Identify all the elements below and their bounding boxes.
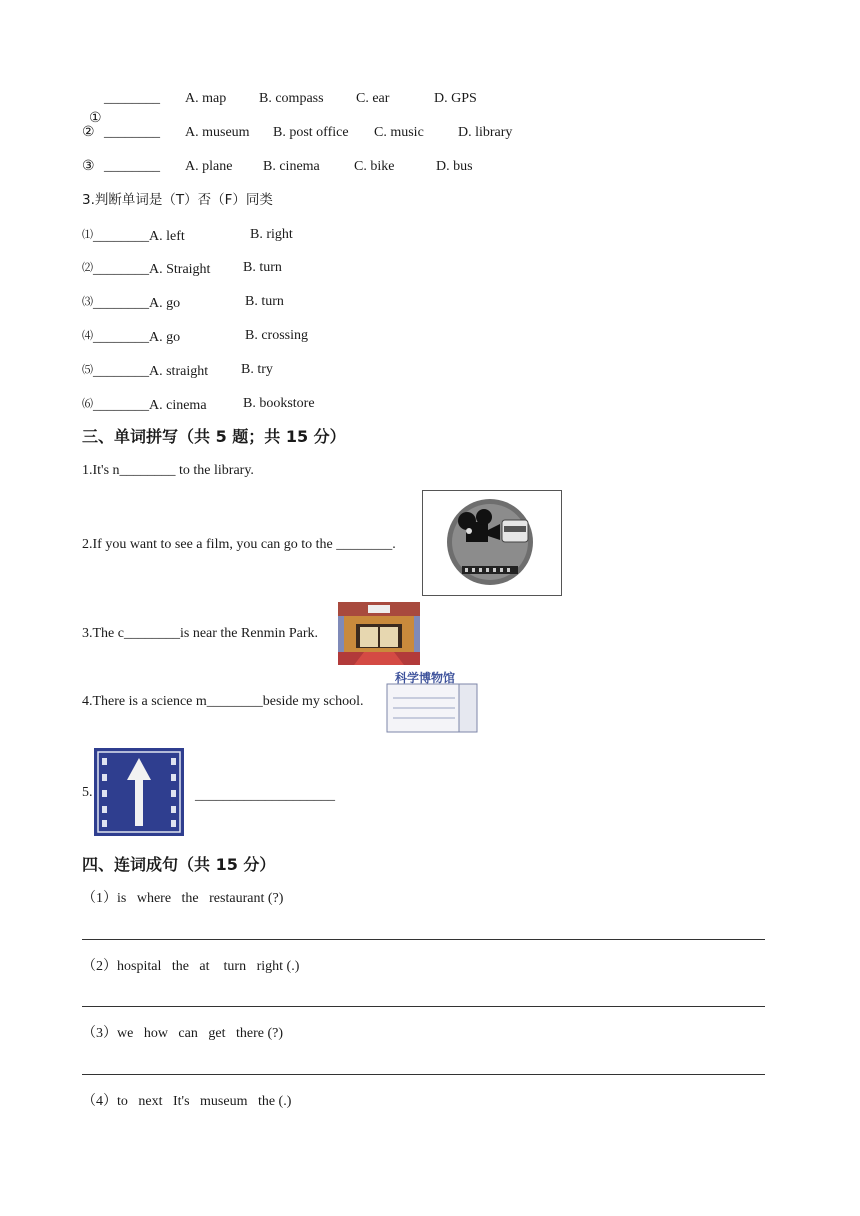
choice-number: ③ [82,159,95,174]
sentence-question-3: （3）we how can get there (?) [82,1026,283,1041]
choice-blank: ________ [104,91,160,106]
choice-option-d: D. library [458,125,513,140]
tf-option-b: B. right [250,227,293,242]
tf-option-a: A. go [149,330,181,345]
tf-option-a: A. straight [149,364,209,379]
choice-blank: ________ [104,159,160,174]
go-straight-sign-icon [94,748,184,836]
choice-option-b: B. compass [259,91,324,106]
tf-number: ⑹ [82,398,93,410]
tf-option-a: A. Straight [149,262,211,277]
tf-option-b: B. crossing [245,328,308,343]
spelling-question-4: 4.There is a science m________beside my school. [82,694,364,709]
choice-option-a: A. plane [185,159,233,174]
cinema-camera-image [422,490,562,596]
tf-option-a: A. left [149,229,185,244]
spelling-question-5-blank: ____________________ [195,788,335,803]
choice-number: ① [89,111,102,126]
tf-blank: ________ [93,364,149,379]
cinema-building-image [338,602,420,665]
choice-option-c: C. ear [356,91,390,106]
answer-line-1 [82,939,765,940]
choice-option-a: A. museum [185,125,250,140]
spelling-question-5: 5. [82,785,93,800]
museum-sign-text: 科学博物馆 [395,671,456,685]
sentence-question-4: （4）to next It's museum the (.) [82,1094,292,1109]
choice-option-c: C. bike [354,159,395,174]
tf-option-a: A. cinema [149,398,207,413]
tf-option-b: B. turn [243,260,282,275]
choice-option-c: C. music [374,125,424,140]
tf-blank: ________ [93,330,149,345]
tf-option-b: B. try [241,362,273,377]
tf-blank: ________ [93,262,149,277]
tf-blank: ________ [93,296,149,311]
spelling-question-1: 1.It's n________ to the library. [82,463,254,478]
tf-option-b: B. turn [245,294,284,309]
part-4-heading: 四、连词成句（共 15 分） [82,855,276,874]
choice-blank: ________ [104,125,160,140]
section-3-title: 3.判断单词是（T）否（F）同类 [82,192,273,208]
tf-option-a: A. go [149,296,181,311]
answer-line-2 [82,1006,765,1007]
sentence-question-1: （1）is where the restaurant (?) [82,891,284,906]
tf-number: ⑶ [82,296,93,308]
choice-option-a: A. map [185,91,227,106]
tf-number: ⑵ [82,262,93,274]
tf-number: ⑸ [82,364,93,376]
tf-blank: ________ [93,229,149,244]
choice-option-b: B. cinema [263,159,320,174]
answer-line-3 [82,1074,765,1075]
choice-number: ② [82,125,95,140]
sentence-question-2: （2）hospital the at turn right (.) [82,959,300,974]
spelling-question-3: 3.The c________is near the Renmin Park. [82,626,319,641]
tf-option-b: B. bookstore [243,396,315,411]
tf-number: ⑷ [82,330,93,342]
tf-blank: ________ [93,398,149,413]
choice-option-b: B. post office [273,125,349,140]
choice-option-d: D. bus [436,159,473,174]
science-museum-image [385,668,479,734]
tf-number: ⑴ [82,229,93,241]
spelling-question-2: 2.If you want to see a film, you can go to the ________. [82,537,396,552]
part-3-heading: 三、单词拼写（共 5 题；共 15 分） [82,427,346,446]
choice-option-d: D. GPS [434,91,477,106]
